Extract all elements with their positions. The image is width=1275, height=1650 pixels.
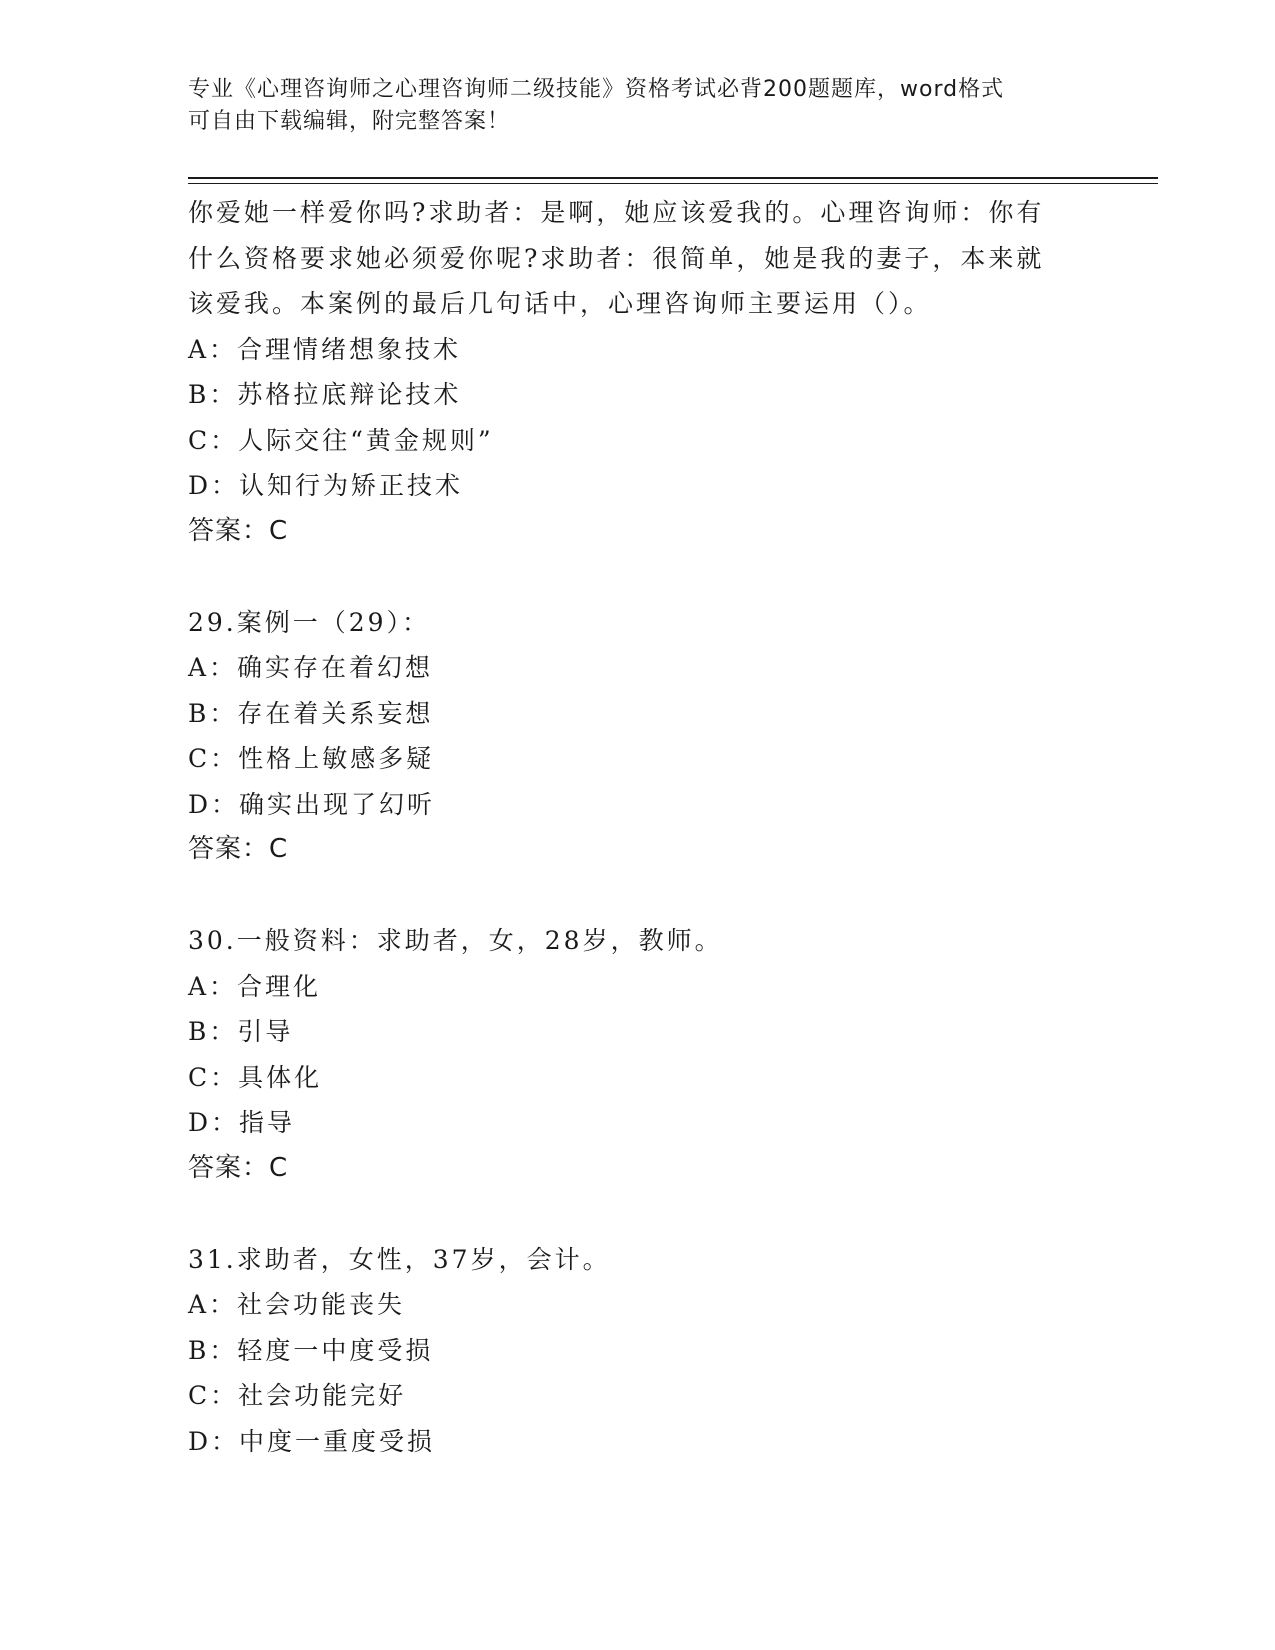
question-stem-line: 什么资格要求她必须爱你呢?求助者：很简单，她是我的妻子，本来就 <box>188 243 1045 273</box>
question-stem-line: 该爱我。本案例的最后几句话中，心理咨询师主要运用（）。 <box>188 289 932 318</box>
spacer <box>188 1191 1088 1237</box>
question-stem: 31.求助者，女性，37岁，会计。 <box>188 1244 611 1274</box>
question-stem: 29.案例一（29）： <box>188 607 431 637</box>
question-28-block <box>188 190 1088 554</box>
question-stem-line: 你爱她一样爱你吗?求助者：是啊，她应该爱我的。心理咨询师：你有 <box>188 198 1045 227</box>
spacer <box>188 873 1088 919</box>
question-content <box>188 190 1088 1464</box>
option-c: C：社会功能完好 <box>188 1381 407 1410</box>
option-d: D：指导 <box>188 1108 296 1137</box>
option-a: A：合理化 <box>188 971 322 1001</box>
header-line-2: 可自由下载编辑，附完整答案！ <box>188 109 511 134</box>
question-30-block <box>188 918 1088 1191</box>
question-29-block <box>188 600 1088 873</box>
option-b: B：存在着关系妄想 <box>188 698 434 728</box>
answer-text: 答案：C <box>188 515 289 546</box>
option-c: C：具体化 <box>188 1062 323 1092</box>
option-d: D：确实出现了幻听 <box>188 789 436 819</box>
option-a: A：社会功能丧失 <box>188 1290 406 1319</box>
answer-text: 答案：C <box>188 1152 289 1183</box>
option-b: B：引导 <box>188 1017 294 1046</box>
option-a: A：确实存在着幻想 <box>188 653 434 682</box>
header-line-1: 专业《心理咨询师之心理咨询师二级技能》资格考试必背200题题库，word格式 <box>188 77 1005 102</box>
option-b: B：苏格拉底辩论技术 <box>188 380 462 409</box>
page-header <box>188 74 1088 138</box>
option-c: C：人际交往“黄金规则” <box>188 425 494 455</box>
question-31-block <box>188 1237 1088 1465</box>
option-b: B：轻度一中度受损 <box>188 1335 434 1365</box>
header-divider-thin <box>188 183 1158 184</box>
option-d: D：中度一重度受损 <box>188 1426 436 1456</box>
question-stem: 30.一般资料：求助者，女，28岁，教师。 <box>188 926 723 955</box>
option-c: C：性格上敏感多疑 <box>188 744 435 773</box>
spacer <box>188 554 1088 600</box>
answer-text: 答案：C <box>188 834 289 864</box>
option-a: A：合理情绪想象技术 <box>188 334 462 364</box>
option-d: D：认知行为矫正技术 <box>188 471 464 500</box>
header-divider-thick <box>188 177 1158 179</box>
